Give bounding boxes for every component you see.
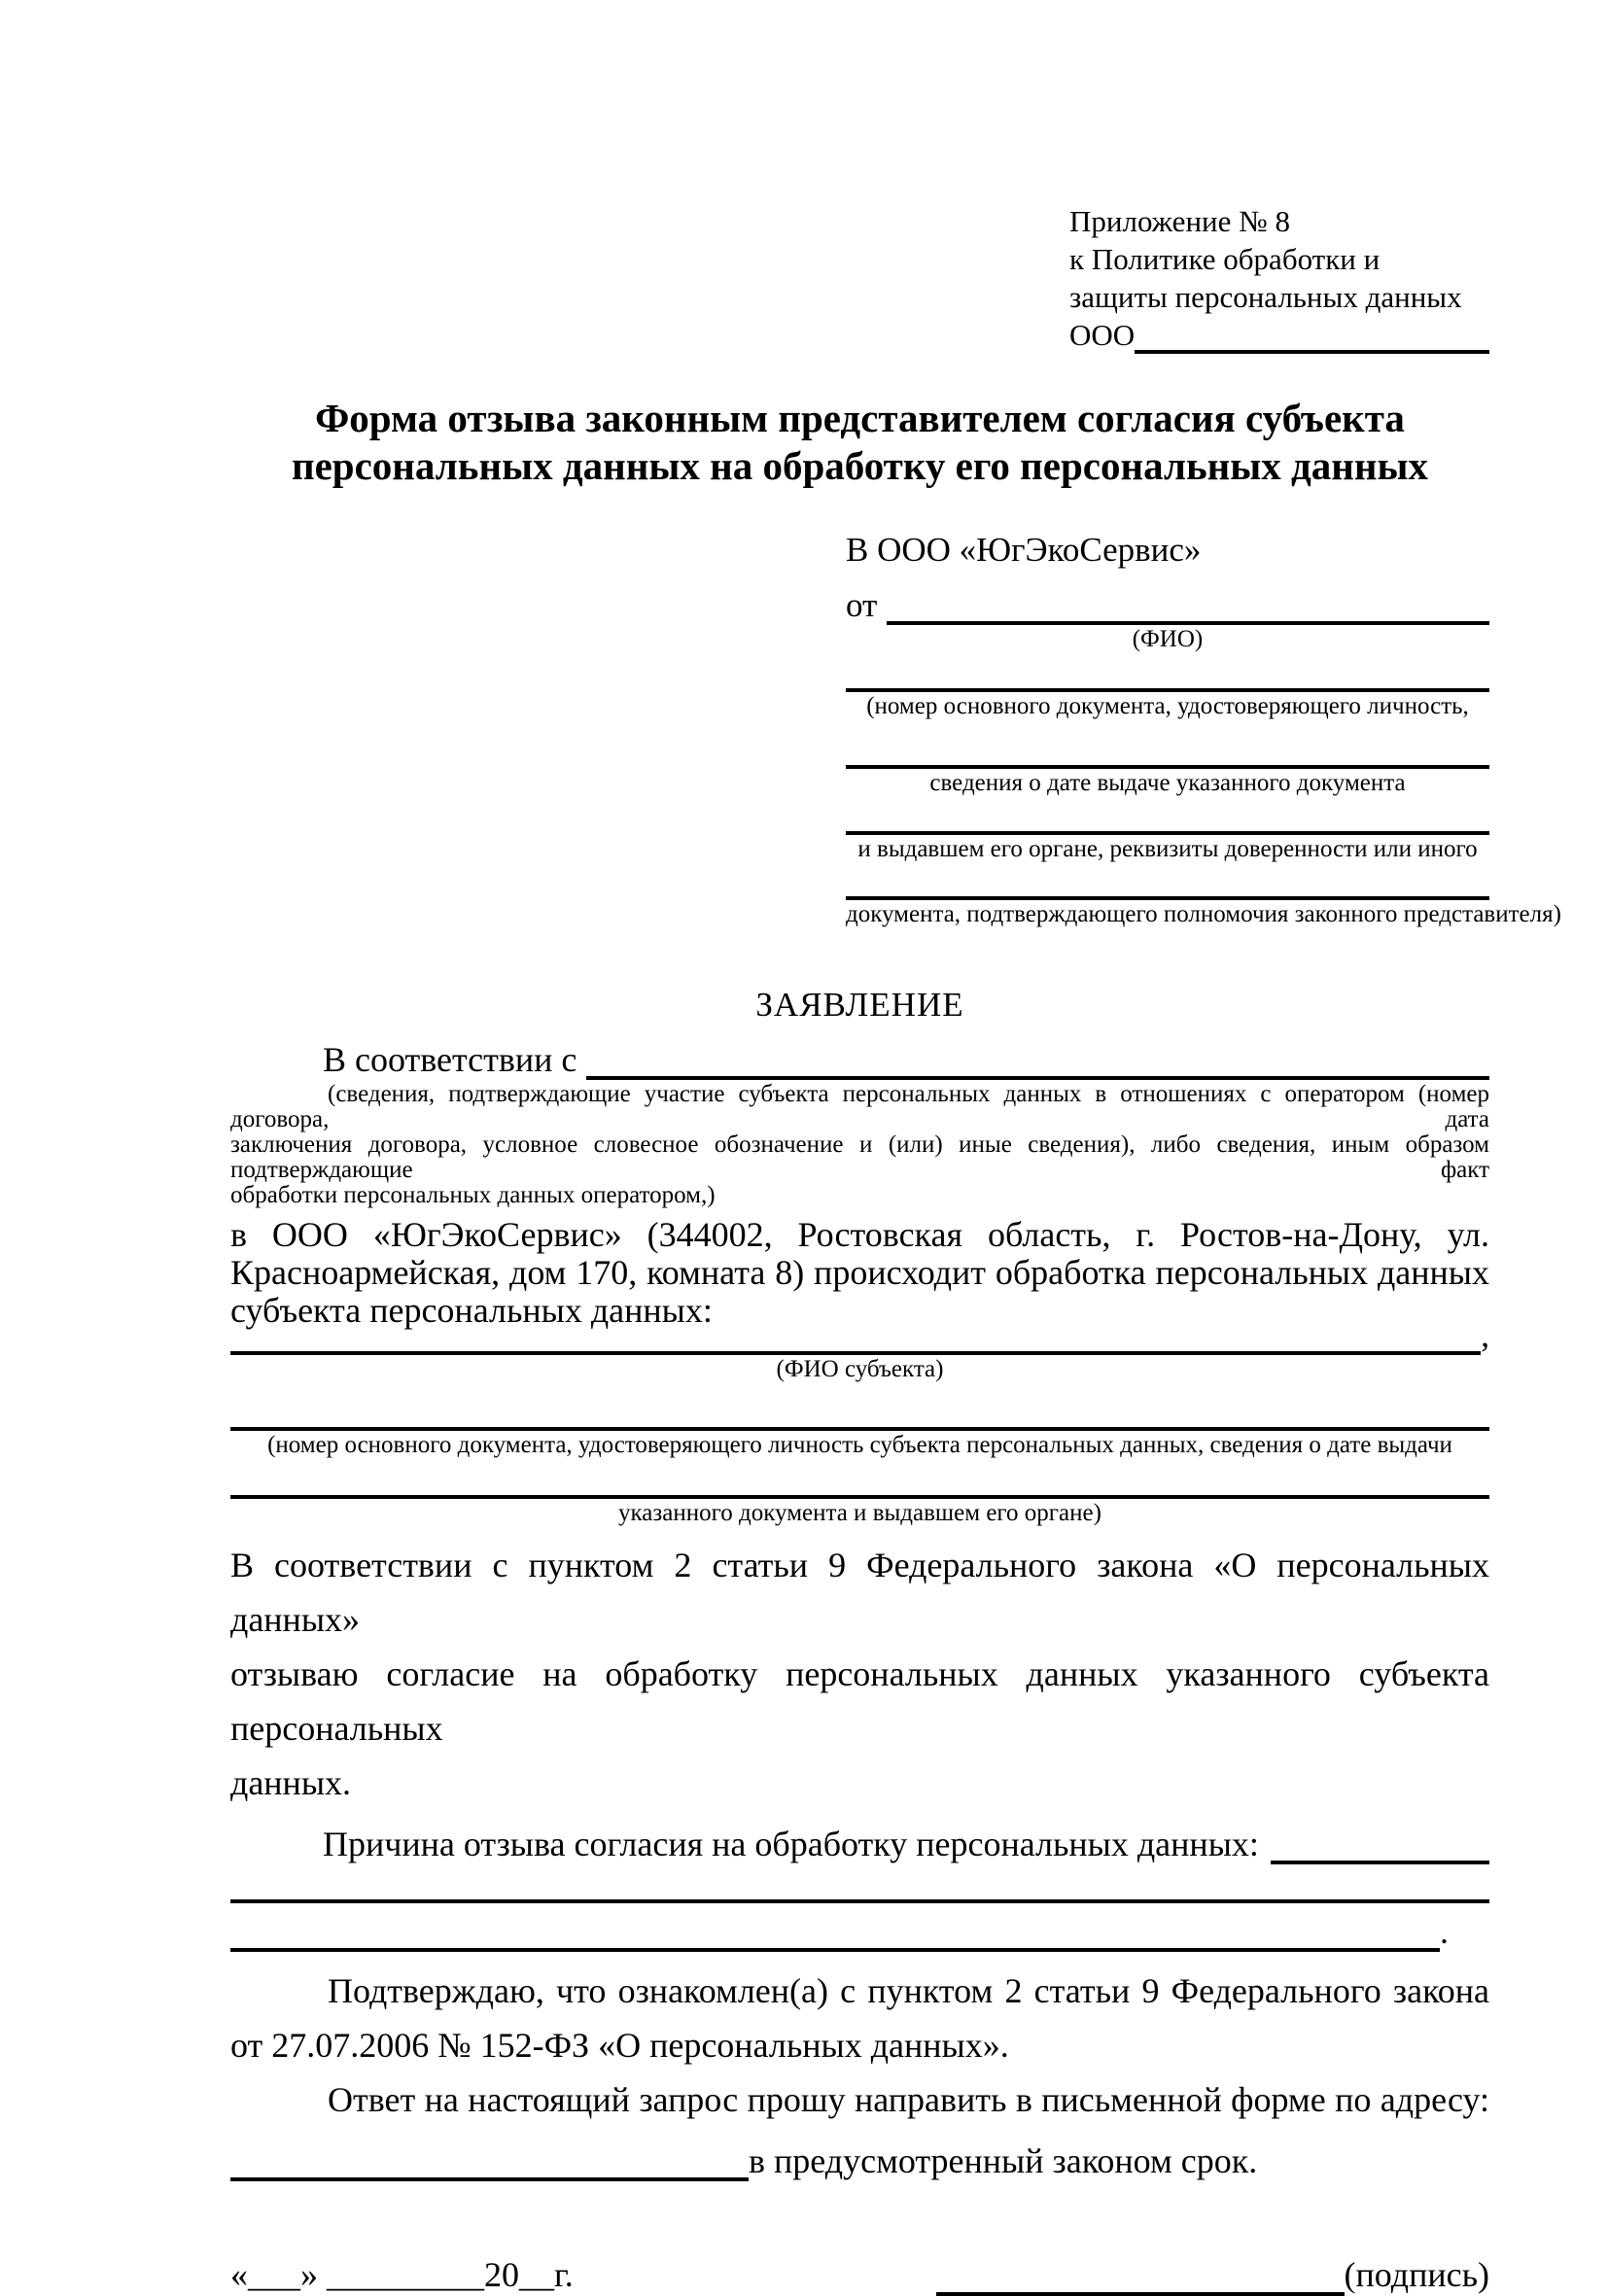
text-line: В соответствии с пунктом 2 статьи 9 Федерального закона «О персональных данных» [230,1546,1489,1639]
text-line: Подтверждаю, что ознакомлен(а) с пунктом 2 статьи 9 Федерального закона [328,1971,1489,2010]
text-line: обработки персональных данных оператором,) [230,1182,716,1208]
date-blank-line[interactable]: «___» _________20__г. [230,2255,574,2294]
footer [230,2253,1489,2296]
appendix-line-1: Приложение № 8 [1069,204,1290,238]
signature-caption: (подпись) [1344,2255,1489,2294]
reply-address-blank-field[interactable] [230,2135,749,2181]
fio-caption: (ФИО) [1132,626,1204,652]
authority-document-caption: документа, подтверждающего полномочия законного представителя) [846,901,1561,927]
form-title-line-1: Форма отзыва законным представителем согласия субъекта [315,396,1405,440]
confirm-paragraph [230,1964,1489,2072]
statement-heading: ЗАЯВЛЕНИЕ [755,986,964,1024]
intro-prefix: В соответствии с [323,1040,577,1079]
reason-blank-field-2[interactable] [230,1905,1440,1952]
reason-label: Причина отзыва согласия на обработку персональных данных: [323,1825,1259,1863]
document-number-blank-field[interactable] [846,654,1489,692]
reply-address-row [230,2127,1489,2181]
issue-date-blank-field[interactable] [846,721,1489,769]
subject-document-caption-2: указанного документа и выдавшем его органе) [618,1500,1101,1526]
intro-row [230,1034,1489,1080]
reply-paragraph: Ответ на настоящий запрос прошу направить в письменной форме по адресу: [328,2080,1489,2119]
text-line: заключения договора, условное словесное обозначение и (или) иные сведения), либо сведения, иным образом подтверждающие факт [230,1131,1489,1183]
subject-name-suffix: , [1481,1316,1489,1354]
representative-name-blank-field[interactable] [887,586,1489,625]
appendix-block [1069,202,1489,354]
subject-document-blank-field[interactable] [230,1384,1489,1431]
subject-document-blank-field-2[interactable] [230,1460,1489,1499]
reason-blank-line-1[interactable] [230,1864,1489,1903]
form-title [230,395,1489,490]
appendix-ooo-row [1069,316,1489,354]
subject-name-blank-field[interactable] [230,1328,1481,1355]
addressee-block [846,529,1561,929]
signature-group [936,2253,1489,2296]
document-number-caption: (номер основного документа, удостоверяющего личность, [866,693,1469,719]
from-label: от [846,586,878,624]
text-line: субъекта персональных данных: [230,1291,713,1330]
document-page [230,202,1561,2296]
intro-caption [230,1082,1489,1208]
subject-fio-caption: (ФИО субъекта) [776,1356,944,1382]
issuing-authority-caption: и выдавшем его органе, реквизиты доверенности или иного [857,836,1478,862]
authority-document-blank-field[interactable] [846,864,1489,900]
from-row [846,582,1489,625]
text-line: (сведения, подтверждающие участие субъекта персональных данных в отношениях с оператором (номер договора, дата [230,1081,1489,1132]
text-line: от 27.07.2006 № 152-ФЗ «О персональных данных». [230,2026,1009,2065]
signature-blank-field[interactable] [936,2257,1345,2296]
issuing-authority-blank-field[interactable] [846,798,1489,835]
appendix-line-3: защиты персональных данных [1069,280,1462,314]
operator-paragraph [230,1216,1489,1330]
text-line: данных. [230,1763,352,1802]
reason-line-period: . [1440,1912,1449,1951]
reply-suffix: в предусмотренный законом срок. [749,2141,1258,2180]
relation-details-blank-field[interactable] [586,1039,1489,1080]
addressee-company: В ООО «ЮгЭкоСервис» [846,531,1202,569]
reason-blank-field[interactable] [1271,1818,1489,1864]
subject-name-row [230,1316,1489,1355]
issue-date-caption: сведения о дате выдаче указанного документа [929,770,1406,796]
ooo-label: ООО [1069,318,1136,352]
text-line: Красноармейская, дом 170, комната 8) происходит обработка персональных данных [230,1253,1489,1292]
form-title-line-2: персональных данных на обработку его персональных данных [291,443,1429,488]
text-line: отзываю согласие на обработку персональных данных указанного субъекта персональных [230,1654,1489,1748]
text-line: в ООО «ЮгЭкоСервис» (344002, Ростовская область, г. Ростов-на-Дону, ул. [230,1215,1489,1254]
reason-blank-line-2 [230,1903,1489,1952]
ooo-name-blank-field[interactable] [1135,321,1489,354]
appendix-line-2: к Политике обработки и [1069,242,1381,276]
reason-row [230,1810,1489,1864]
subject-document-caption-1: (номер основного документа, удостоверяющего личность субъекта персональных данных, сведения о дате выдачи [267,1432,1452,1458]
withdraw-paragraph [230,1538,1489,1810]
